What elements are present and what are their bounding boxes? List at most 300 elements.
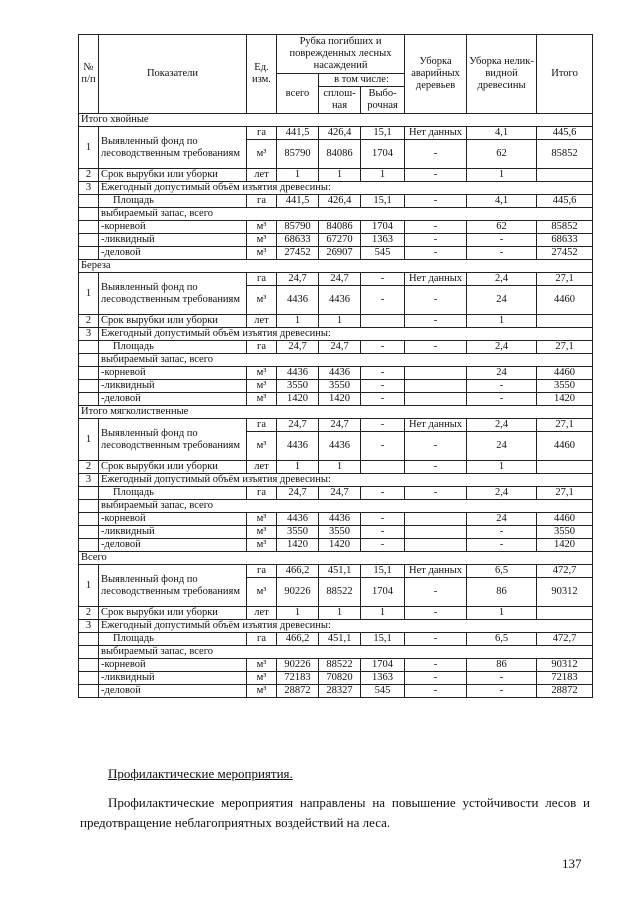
unit-cell: га [247, 487, 277, 500]
value-cell: 24 [467, 513, 537, 526]
value-cell [361, 315, 405, 328]
value-cell [405, 393, 467, 406]
unit-cell: м³ [247, 513, 277, 526]
indicator-label: -корневой [99, 221, 247, 234]
value-cell: 4436 [319, 513, 361, 526]
value-cell: 24,7 [277, 273, 319, 286]
value-cell: 85852 [537, 221, 593, 234]
table-body [79, 114, 593, 698]
value-cell: 72183 [537, 672, 593, 685]
empty-cell [79, 672, 99, 685]
indicator-label: -деловой [99, 247, 247, 260]
col-indicator-header: Показатели [99, 35, 247, 114]
value-cell: - [361, 341, 405, 354]
value-cell: - [405, 633, 467, 646]
value-cell: 1704 [361, 578, 405, 607]
indicator-label: выбираемый запас, всего [99, 354, 593, 367]
value-cell: 1420 [537, 393, 593, 406]
indicator-label: Ежегодный допустимый объём изъятия древесины: [99, 182, 593, 195]
col-num-header: № п/п [79, 35, 99, 114]
value-cell: 3550 [277, 526, 319, 539]
value-cell: 68633 [537, 234, 593, 247]
value-cell: 3550 [319, 526, 361, 539]
stock-row [79, 500, 593, 513]
value-cell: 85852 [537, 140, 593, 169]
value-cell: 28872 [537, 685, 593, 698]
value-cell: 15,1 [361, 565, 405, 578]
value-cell: 85790 [277, 140, 319, 169]
value-cell: - [405, 234, 467, 247]
term-row [79, 315, 593, 328]
empty-cell [79, 341, 99, 354]
value-cell: 1704 [361, 659, 405, 672]
value-cell: Нет данных [405, 127, 467, 140]
value-cell: 6,5 [467, 565, 537, 578]
unit-cell: м³ [247, 659, 277, 672]
indicator-label: Площадь [99, 487, 247, 500]
value-cell: - [405, 315, 467, 328]
stock-row [79, 208, 593, 221]
value-cell: 472,7 [537, 633, 593, 646]
indicator-label: выбираемый запас, всего [99, 208, 593, 221]
value-cell: - [467, 685, 537, 698]
indicator-label: Площадь [99, 633, 247, 646]
area-row [79, 487, 593, 500]
unit-cell: га [247, 565, 277, 578]
value-cell [361, 461, 405, 474]
value-cell: - [361, 432, 405, 461]
value-cell [405, 526, 467, 539]
indicator-label: Выявленный фонд по лесоводственным требованиям [99, 273, 247, 315]
value-cell: 3550 [319, 380, 361, 393]
row-number: 3 [79, 328, 99, 341]
value-cell: 88522 [319, 578, 361, 607]
indicator-label: -корневой [99, 513, 247, 526]
value-cell: 1 [319, 461, 361, 474]
unit-cell: га [247, 341, 277, 354]
korn-row [79, 513, 593, 526]
value-cell: - [467, 234, 537, 247]
value-cell: - [361, 526, 405, 539]
value-cell: 88522 [319, 659, 361, 672]
value-cell: - [361, 513, 405, 526]
value-cell: 84086 [319, 140, 361, 169]
indicator-label: -корневой [99, 659, 247, 672]
fund-row-ha [79, 419, 593, 432]
value-cell: 1420 [319, 393, 361, 406]
korn-row [79, 221, 593, 234]
indicator-label: -корневой [99, 367, 247, 380]
row-number: 3 [79, 474, 99, 487]
value-cell: 84086 [319, 221, 361, 234]
stock-row [79, 354, 593, 367]
value-cell: 24,7 [277, 487, 319, 500]
value-cell: 1420 [277, 539, 319, 552]
indicator-label: Срок вырубки или уборки [99, 607, 247, 620]
value-cell: - [405, 432, 467, 461]
value-cell: - [361, 487, 405, 500]
value-cell: 3550 [537, 380, 593, 393]
value-cell: - [361, 380, 405, 393]
unit-cell: лет [247, 461, 277, 474]
value-cell: 545 [361, 247, 405, 260]
value-cell: 1363 [361, 234, 405, 247]
unit-cell: м³ [247, 578, 277, 607]
value-cell: 1 [467, 169, 537, 182]
value-cell: - [405, 672, 467, 685]
value-cell [537, 169, 593, 182]
value-cell: 4,1 [467, 195, 537, 208]
value-cell: 4436 [277, 367, 319, 380]
value-cell: 466,2 [277, 633, 319, 646]
value-cell: - [405, 286, 467, 315]
value-cell: 24,7 [277, 419, 319, 432]
indicator-label: Выявленный фонд по лесоводственным требованиям [99, 127, 247, 169]
value-cell: 1 [467, 607, 537, 620]
value-cell: 24,7 [319, 341, 361, 354]
row-number: 3 [79, 620, 99, 633]
value-cell: 28872 [277, 685, 319, 698]
value-cell: 1704 [361, 221, 405, 234]
value-cell: 2,4 [467, 419, 537, 432]
indicator-label: Выявленный фонд по лесоводственным требованиям [99, 565, 247, 607]
fund-row-ha [79, 273, 593, 286]
value-cell: 24,7 [319, 419, 361, 432]
area-row [79, 195, 593, 208]
section-subtitle: Профилактические мероприятия. [108, 766, 293, 781]
empty-cell [79, 208, 99, 221]
value-cell: - [467, 393, 537, 406]
value-cell: 1704 [361, 140, 405, 169]
value-cell: 1 [277, 315, 319, 328]
unit-cell: м³ [247, 393, 277, 406]
value-cell: 24 [467, 286, 537, 315]
value-cell: 4436 [277, 513, 319, 526]
value-cell: 2,4 [467, 487, 537, 500]
value-cell: 466,2 [277, 565, 319, 578]
delo-row [79, 685, 593, 698]
value-cell: 15,1 [361, 633, 405, 646]
indicator-label: -ликвидный [99, 672, 247, 685]
delo-row [79, 393, 593, 406]
value-cell [405, 380, 467, 393]
value-cell: 4460 [537, 513, 593, 526]
unit-cell: м³ [247, 526, 277, 539]
section-header-row [79, 114, 593, 127]
indicator-label: Срок вырубки или уборки [99, 461, 247, 474]
value-cell: - [405, 685, 467, 698]
empty-cell [79, 685, 99, 698]
value-cell: 90312 [537, 659, 593, 672]
value-cell: 6,5 [467, 633, 537, 646]
annual-row [79, 182, 593, 195]
empty-cell [79, 513, 99, 526]
value-cell: 1 [361, 169, 405, 182]
value-cell [405, 539, 467, 552]
row-number: 1 [79, 419, 99, 461]
value-cell: 441,5 [277, 127, 319, 140]
value-cell: - [405, 169, 467, 182]
value-cell: 545 [361, 685, 405, 698]
value-cell: 2,4 [467, 273, 537, 286]
value-cell: 27,1 [537, 341, 593, 354]
likv-row [79, 380, 593, 393]
value-cell: 86 [467, 578, 537, 607]
area-row [79, 633, 593, 646]
indicator-label: Срок вырубки или уборки [99, 169, 247, 182]
empty-cell [79, 234, 99, 247]
value-cell: 4436 [277, 432, 319, 461]
indicator-label: Ежегодный допустимый объём изъятия древесины: [99, 328, 593, 341]
value-cell: 27,1 [537, 487, 593, 500]
value-cell: 1 [361, 607, 405, 620]
value-cell: - [405, 659, 467, 672]
value-cell: 90226 [277, 578, 319, 607]
value-cell: 1 [467, 461, 537, 474]
value-cell: 1 [467, 315, 537, 328]
likv-row [79, 526, 593, 539]
empty-cell [79, 539, 99, 552]
unit-cell: м³ [247, 140, 277, 169]
value-cell [537, 607, 593, 620]
indicator-label: -деловой [99, 393, 247, 406]
value-cell: - [361, 539, 405, 552]
likv-row [79, 234, 593, 247]
value-cell: 4460 [537, 367, 593, 380]
value-cell: Нет данных [405, 419, 467, 432]
value-cell: 90312 [537, 578, 593, 607]
value-cell: 26907 [319, 247, 361, 260]
indicator-label: Срок вырубки или уборки [99, 315, 247, 328]
indicator-label: Площадь [99, 341, 247, 354]
value-cell: 24 [467, 367, 537, 380]
unit-cell: лет [247, 607, 277, 620]
value-cell: 4436 [277, 286, 319, 315]
likv-row [79, 672, 593, 685]
delo-row [79, 247, 593, 260]
indicator-label: Ежегодный допустимый объём изъятия древесины: [99, 620, 593, 633]
value-cell: - [405, 607, 467, 620]
delo-row [79, 539, 593, 552]
empty-cell [79, 526, 99, 539]
indicator-label: выбираемый запас, всего [99, 500, 593, 513]
fund-row-ha [79, 565, 593, 578]
value-cell: 2,4 [467, 341, 537, 354]
section-title: Итого мягколиственные [79, 406, 593, 419]
value-cell: - [405, 221, 467, 234]
value-cell: 4436 [319, 367, 361, 380]
col-all-header: всего [277, 74, 319, 114]
value-cell: 24,7 [319, 273, 361, 286]
value-cell: 1 [319, 607, 361, 620]
value-cell: - [361, 367, 405, 380]
empty-cell [79, 487, 99, 500]
col-total-header: Итого [537, 35, 593, 114]
value-cell: 72183 [277, 672, 319, 685]
row-number: 2 [79, 461, 99, 474]
value-cell: 4,1 [467, 127, 537, 140]
unit-cell: га [247, 419, 277, 432]
value-cell: 27,1 [537, 419, 593, 432]
value-cell: 1420 [277, 393, 319, 406]
section-header-row [79, 552, 593, 565]
annual-row [79, 474, 593, 487]
row-number: 2 [79, 315, 99, 328]
value-cell: - [361, 393, 405, 406]
unit-cell: м³ [247, 539, 277, 552]
annual-row [79, 328, 593, 341]
section-header-row [79, 406, 593, 419]
empty-cell [79, 354, 99, 367]
col-solid-header: сплош- ная [319, 87, 361, 114]
empty-cell [79, 633, 99, 646]
row-number: 1 [79, 127, 99, 169]
value-cell: Нет данных [405, 565, 467, 578]
value-cell: - [405, 487, 467, 500]
empty-cell [79, 500, 99, 513]
value-cell: - [467, 539, 537, 552]
unit-cell: га [247, 195, 277, 208]
value-cell: 67270 [319, 234, 361, 247]
section-title: Итого хвойные [79, 114, 593, 127]
col-selective-header: Выбо- рочная [361, 87, 405, 114]
value-cell: 27452 [277, 247, 319, 260]
col-incl-header: в том числе: [319, 74, 405, 87]
empty-cell [79, 393, 99, 406]
value-cell: 426,4 [319, 127, 361, 140]
value-cell: 27,1 [537, 273, 593, 286]
korn-row [79, 367, 593, 380]
unit-cell: лет [247, 169, 277, 182]
value-cell: 70820 [319, 672, 361, 685]
unit-cell: м³ [247, 367, 277, 380]
value-cell: - [467, 526, 537, 539]
value-cell: Нет данных [405, 273, 467, 286]
term-row [79, 461, 593, 474]
indicator-label: Ежегодный допустимый объём изъятия древесины: [99, 474, 593, 487]
row-number: 2 [79, 169, 99, 182]
unit-cell: м³ [247, 432, 277, 461]
value-cell: 24,7 [319, 487, 361, 500]
area-row [79, 341, 593, 354]
value-cell: 472,7 [537, 565, 593, 578]
section-title: Всего [79, 552, 593, 565]
value-cell [405, 513, 467, 526]
value-cell: 24,7 [277, 341, 319, 354]
value-cell: 445,6 [537, 195, 593, 208]
unit-cell: м³ [247, 221, 277, 234]
value-cell: - [467, 380, 537, 393]
unit-cell: м³ [247, 672, 277, 685]
row-number: 1 [79, 273, 99, 315]
value-cell: 85790 [277, 221, 319, 234]
section-header-row [79, 260, 593, 273]
empty-cell [79, 380, 99, 393]
unit-cell: га [247, 273, 277, 286]
fund-row-ha [79, 127, 593, 140]
value-cell: 1420 [319, 539, 361, 552]
indicator-label: Выявленный фонд по лесоводственным требованиям [99, 419, 247, 461]
indicator-label: -деловой [99, 539, 247, 552]
col-illiquid-header: Уборка нелик- видной древесины [467, 35, 537, 114]
value-cell: 86 [467, 659, 537, 672]
indicator-label: Площадь [99, 195, 247, 208]
value-cell: - [405, 247, 467, 260]
value-cell: - [361, 419, 405, 432]
value-cell: 15,1 [361, 195, 405, 208]
value-cell: 426,4 [319, 195, 361, 208]
value-cell: - [405, 341, 467, 354]
indicator-label: -ликвидный [99, 380, 247, 393]
value-cell: - [467, 247, 537, 260]
value-cell: 4460 [537, 286, 593, 315]
value-cell: - [467, 672, 537, 685]
row-number: 3 [79, 182, 99, 195]
term-row [79, 169, 593, 182]
col-felling-header: Рубка погибших и поврежденных лесных насаждений [277, 35, 405, 74]
unit-cell: лет [247, 315, 277, 328]
value-cell: 15,1 [361, 127, 405, 140]
col-unit-header: Ед. изм. [247, 35, 277, 114]
empty-cell [79, 367, 99, 380]
value-cell: 90226 [277, 659, 319, 672]
value-cell: 62 [467, 140, 537, 169]
value-cell: 4436 [319, 286, 361, 315]
value-cell: 1 [319, 169, 361, 182]
value-cell: 68633 [277, 234, 319, 247]
value-cell: 1 [277, 169, 319, 182]
value-cell [405, 367, 467, 380]
unit-cell: м³ [247, 380, 277, 393]
indicator-label: -ликвидный [99, 526, 247, 539]
unit-cell: м³ [247, 247, 277, 260]
value-cell: 27452 [537, 247, 593, 260]
empty-cell [79, 646, 99, 659]
unit-cell: м³ [247, 685, 277, 698]
value-cell: 1363 [361, 672, 405, 685]
section-title: Береза [79, 260, 593, 273]
row-number: 2 [79, 607, 99, 620]
value-cell: 62 [467, 221, 537, 234]
annual-row [79, 620, 593, 633]
value-cell: 3550 [277, 380, 319, 393]
value-cell: 451,1 [319, 633, 361, 646]
value-cell: - [361, 286, 405, 315]
value-cell: 28327 [319, 685, 361, 698]
term-row [79, 607, 593, 620]
indicator-label: -ликвидный [99, 234, 247, 247]
value-cell [537, 315, 593, 328]
value-cell: 1 [277, 607, 319, 620]
value-cell: 1 [319, 315, 361, 328]
value-cell: 24 [467, 432, 537, 461]
forest-felling-table [78, 34, 593, 698]
value-cell: 445,6 [537, 127, 593, 140]
empty-cell [79, 221, 99, 234]
unit-cell: га [247, 127, 277, 140]
indicator-label: -деловой [99, 685, 247, 698]
value-cell: - [405, 578, 467, 607]
row-number: 1 [79, 565, 99, 607]
korn-row [79, 659, 593, 672]
value-cell: 441,5 [277, 195, 319, 208]
value-cell: 1 [277, 461, 319, 474]
value-cell: - [361, 273, 405, 286]
empty-cell [79, 195, 99, 208]
value-cell: 4460 [537, 432, 593, 461]
value-cell: 451,1 [319, 565, 361, 578]
indicator-label: выбираемый запас, всего [99, 646, 593, 659]
